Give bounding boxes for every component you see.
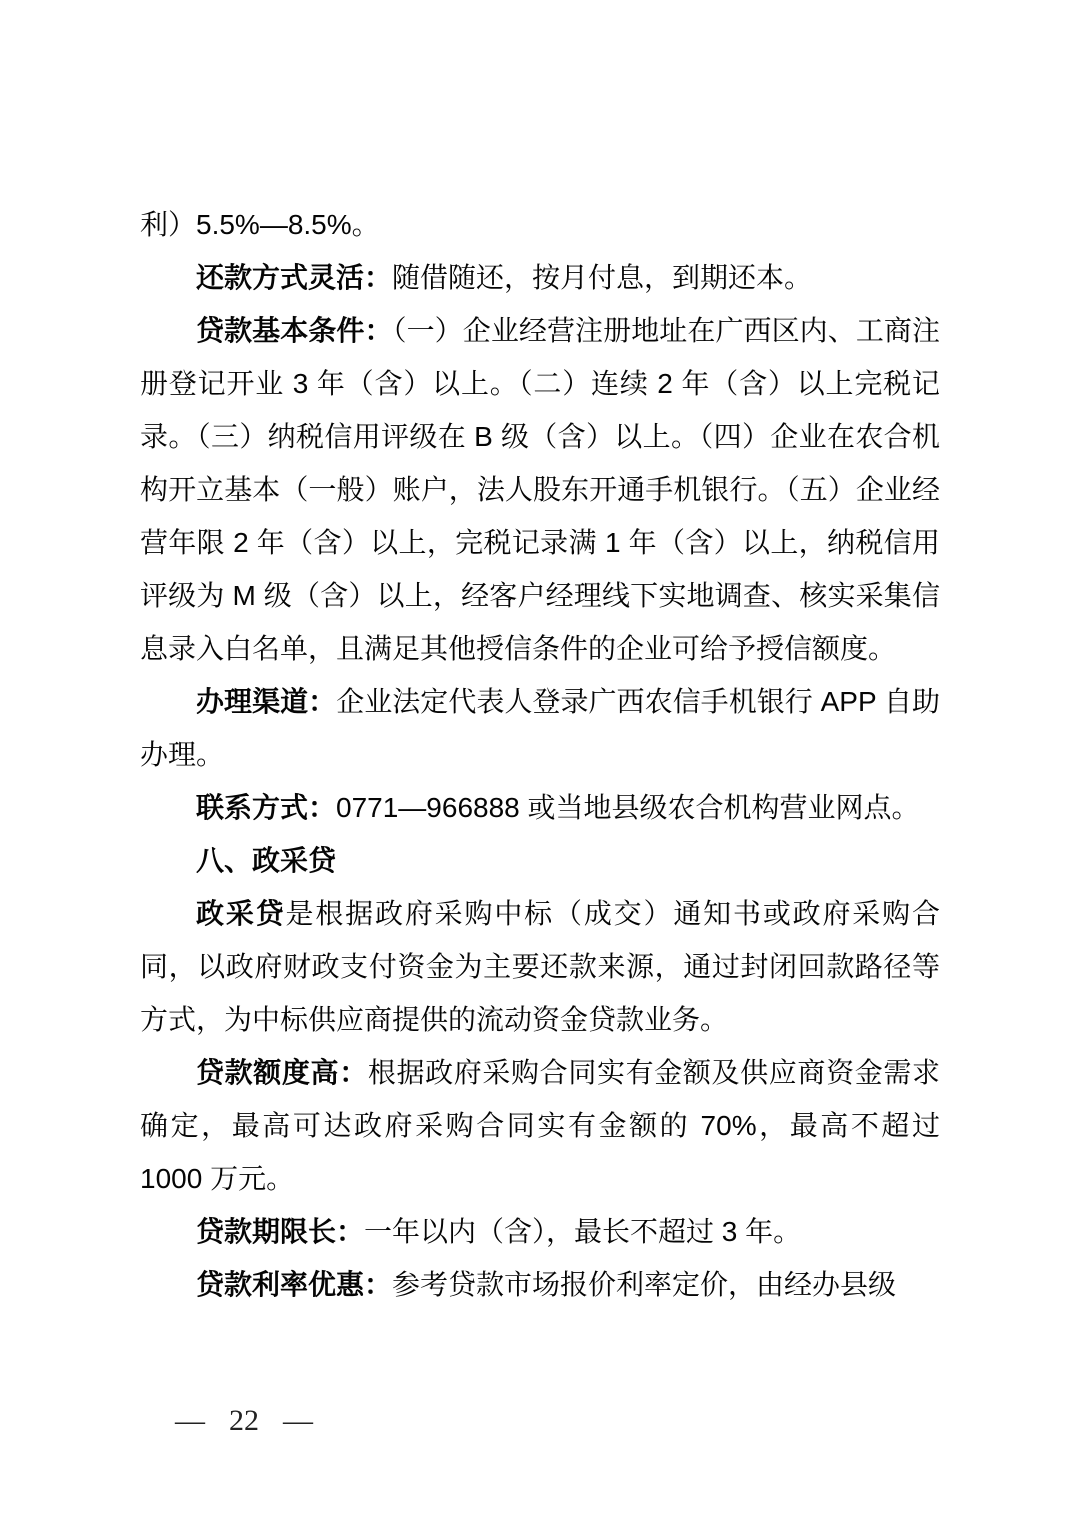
bold-lead-in: 贷款期限长： (196, 1216, 365, 1247)
text-segment: （一）企业经营注册地址在广西区内、工商注册登记开业 3 年（含）以上。（二）连续 2 年（含）以上完税记录。（三）纳税信用评级在 B 级（含）以上。（四）企业在农合机构开立基本（一般）账户，法人股东开通手机银行。（五）企业经营年限 2 年（含）以上，完税记录满 1 年（含）以上，纳税信用评级为 M 级（含）以上，经客户经理线下实地调查、核实采集信息录入白名单，且满足其他授信条件的企业可给予授信额度。 (140, 315, 940, 664)
bold-lead-in: 八、政采贷 (196, 845, 337, 876)
paragraph-rate-continuation (140, 198, 940, 251)
text-segment: 0771—966888 或当地县级农合机构营业网点。 (336, 792, 920, 823)
paragraph-loan-basic-conditions (140, 304, 940, 675)
bold-lead-in: 办理渠道： (196, 686, 337, 717)
text-segment: 利）5.5%—8.5%。 (140, 209, 380, 240)
footer-dash-left: — (175, 1404, 205, 1437)
paragraph-contact-method (140, 781, 940, 834)
paragraph-product-intro (140, 887, 940, 1046)
text-segment: 一年以内（含），最长不超过 3 年。 (364, 1216, 802, 1247)
bold-lead-in: 贷款利率优惠： (196, 1269, 393, 1300)
bold-lead-in: 还款方式灵活： (196, 262, 393, 293)
text-segment: 企业法定代表人登录广西农信手机银行 APP 自助办理。 (140, 686, 940, 770)
text-segment: 是根据政府采购中标（成交）通知书或政府采购合同，以政府财政支付资金为主要还款来源，通过封闭回款路径等方式，为中标供应商提供的流动资金贷款业务。 (140, 898, 940, 1035)
text-segment: 随借随还，按月付息，到期还本。 (392, 262, 813, 293)
bold-lead-in: 政采贷 (196, 898, 286, 929)
paragraph-loan-amount (140, 1046, 940, 1205)
bold-lead-in: 贷款额度高： (196, 1057, 368, 1088)
text-segment: 参考贷款市场报价利率定价，由经办县级 (392, 1269, 897, 1300)
paragraph-loan-term (140, 1205, 940, 1258)
page-footer (175, 1404, 313, 1438)
bold-lead-in: 联系方式： (196, 792, 337, 823)
page-number: 22 (229, 1404, 259, 1437)
text-segment: 根据政府采购合同实有金额及供应商资金需求确定，最高可达政府采购合同实有金额的 70%，最高不超过 1000 万元。 (140, 1057, 940, 1194)
footer-dash-right: — (283, 1404, 313, 1437)
document-body (140, 198, 940, 1311)
bold-lead-in: 贷款基本条件： (196, 315, 393, 346)
paragraph-application-channel (140, 675, 940, 781)
paragraph-section-heading-8 (140, 834, 940, 887)
paragraph-loan-rate (140, 1258, 940, 1311)
paragraph-repayment-method (140, 251, 940, 304)
